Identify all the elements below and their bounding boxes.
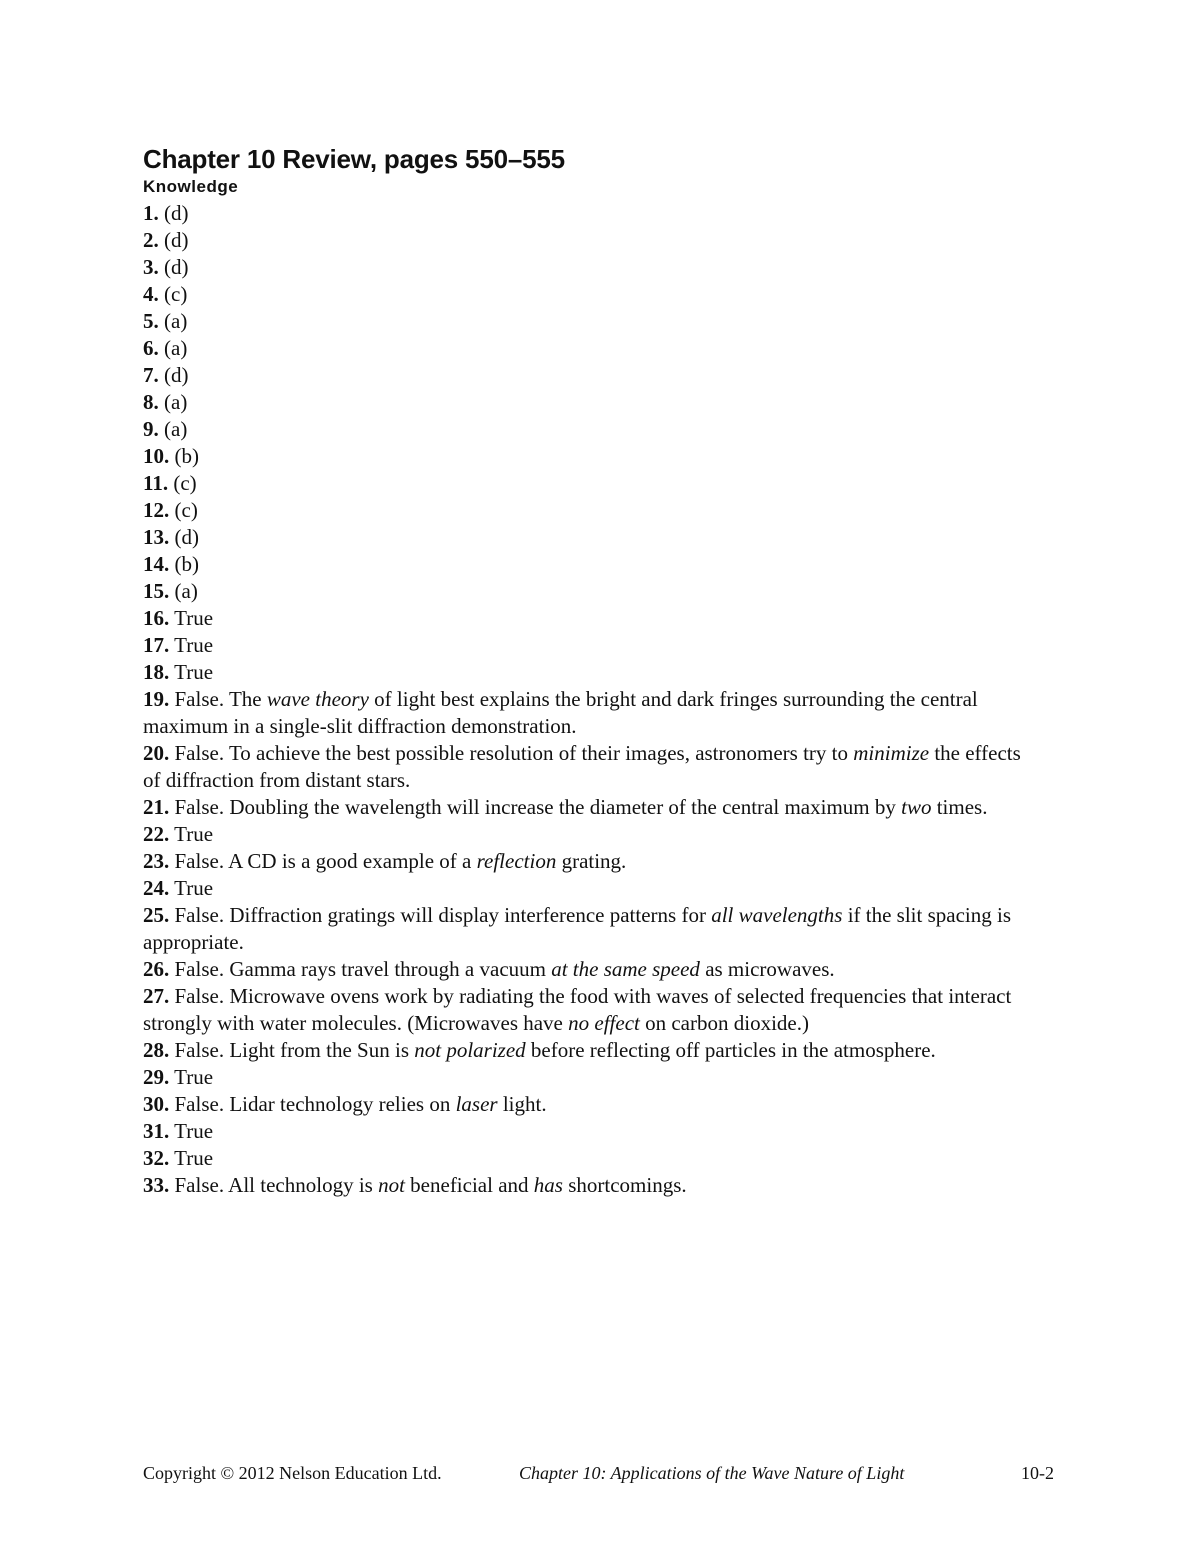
- answer-text: False. Light from the Sun is: [169, 1038, 415, 1062]
- footer-page-number: 10-2: [1021, 1463, 1054, 1483]
- answer-text: (d): [158, 255, 189, 279]
- answer-emphasis: not polarized: [414, 1038, 526, 1062]
- answer-text: False. Microwave ovens work by radiating the food with waves of selected frequencies that interact strongly with water molecules. (Microwaves have: [143, 984, 1012, 1035]
- answer-emphasis: all wavelengths: [711, 903, 843, 927]
- answer-item: [143, 605, 1023, 632]
- answer-text: (a): [158, 336, 188, 360]
- section-heading: Knowledge: [143, 177, 239, 196]
- answer-item: [143, 740, 1023, 794]
- answer-item: [143, 470, 1023, 497]
- answer-number: 2.: [143, 228, 159, 252]
- answer-item: [143, 1145, 1023, 1172]
- answer-number: 13.: [143, 525, 170, 549]
- answer-number: 7.: [143, 363, 159, 387]
- answer-text: False. A CD is a good example of a: [169, 849, 477, 873]
- answer-number: 23.: [143, 849, 170, 873]
- answer-number: 21.: [143, 795, 170, 819]
- answer-emphasis: has: [533, 1173, 563, 1197]
- answer-text: (d): [158, 228, 189, 252]
- answer-number: 18.: [143, 660, 170, 684]
- answer-text: False. To achieve the best possible resolution of their images, astronomers try to: [169, 741, 854, 765]
- answer-number: 12.: [143, 498, 170, 522]
- answer-emphasis: at the same speed: [551, 957, 700, 981]
- answer-number: 3.: [143, 255, 159, 279]
- answer-item: [143, 416, 1023, 443]
- answer-number: 14.: [143, 552, 170, 576]
- answer-text: before reflecting off particles in the atmosphere.: [525, 1038, 936, 1062]
- answer-number: 17.: [143, 633, 170, 657]
- footer-copyright: Copyright © 2012 Nelson Education Ltd.: [143, 1463, 442, 1483]
- answer-text: False. Lidar technology relies on: [169, 1092, 456, 1116]
- answer-text: False. Diffraction gratings will display interference patterns for: [169, 903, 712, 927]
- answer-number: 30.: [143, 1092, 170, 1116]
- answer-item: [143, 1172, 1023, 1199]
- answer-item: [143, 875, 1023, 902]
- answer-item: [143, 794, 1023, 821]
- answer-item: [143, 551, 1023, 578]
- answer-item: [143, 578, 1023, 605]
- answer-text: as microwaves.: [699, 957, 835, 981]
- answer-number: 25.: [143, 903, 170, 927]
- answer-text: of light best explains the bright and dark fringes surrounding the central maximum in a single-slit diffraction demonstration.: [143, 687, 978, 738]
- answer-item: [143, 902, 1023, 956]
- answer-number: 20.: [143, 741, 170, 765]
- answer-item: [143, 956, 1023, 983]
- answer-text: False. Doubling the wavelength will increase the diameter of the central maximum by: [169, 795, 902, 819]
- answer-number: 15.: [143, 579, 170, 603]
- answer-number: 19.: [143, 687, 170, 711]
- answer-text: True: [169, 1146, 214, 1170]
- answer-text: True: [169, 1119, 214, 1143]
- answer-number: 26.: [143, 957, 170, 981]
- answer-item: [143, 497, 1023, 524]
- answer-item: [143, 659, 1023, 686]
- answer-text: grating.: [556, 849, 627, 873]
- answer-item: [143, 1091, 1023, 1118]
- answer-item: [143, 281, 1023, 308]
- answer-item: [143, 308, 1023, 335]
- answer-number: 5.: [143, 309, 159, 333]
- answer-text: light.: [497, 1092, 547, 1116]
- answer-item: [143, 1118, 1023, 1145]
- answer-text: on carbon dioxide.): [639, 1011, 809, 1035]
- answer-text: beneficial and: [404, 1173, 534, 1197]
- answer-number: 27.: [143, 984, 170, 1008]
- answer-text: (a): [158, 390, 188, 414]
- answer-number: 24.: [143, 876, 170, 900]
- answer-number: 31.: [143, 1119, 170, 1143]
- answer-number: 1.: [143, 201, 159, 225]
- answer-text: (a): [158, 417, 188, 441]
- answer-item: [143, 200, 1023, 227]
- answer-text: True: [169, 660, 214, 684]
- answer-number: 10.: [143, 444, 170, 468]
- answer-text: (b): [169, 444, 199, 468]
- answer-item: [143, 632, 1023, 659]
- answer-emphasis: wave theory: [266, 687, 369, 711]
- answer-text: (c): [158, 282, 188, 306]
- answer-number: 11.: [143, 471, 169, 495]
- answer-text: (c): [168, 471, 197, 495]
- answer-emphasis: not: [378, 1173, 405, 1197]
- answer-item: [143, 1064, 1023, 1091]
- answer-emphasis: two: [901, 795, 932, 819]
- answer-number: 22.: [143, 822, 170, 846]
- answer-text: if the slit spacing is appropriate.: [143, 903, 1012, 954]
- answer-emphasis: reflection: [476, 849, 557, 873]
- answer-number: 28.: [143, 1038, 170, 1062]
- page-title: Chapter 10 Review, pages 550–555: [143, 144, 565, 174]
- answer-text: (a): [169, 579, 198, 603]
- answer-emphasis: minimize: [853, 741, 930, 765]
- answer-emphasis: no effect: [568, 1011, 640, 1035]
- answer-text: True: [169, 606, 214, 630]
- answer-number: 16.: [143, 606, 170, 630]
- answer-number: 9.: [143, 417, 159, 441]
- answer-number: 4.: [143, 282, 159, 306]
- answer-number: 32.: [143, 1146, 170, 1170]
- answer-item: [143, 848, 1023, 875]
- answer-item: [143, 362, 1023, 389]
- answer-emphasis: laser: [455, 1092, 498, 1116]
- answer-text: False. All technology is: [169, 1173, 379, 1197]
- answer-text: (a): [158, 309, 188, 333]
- answer-item: [143, 227, 1023, 254]
- answer-item: [143, 254, 1023, 281]
- answer-item: [143, 443, 1023, 470]
- answer-item: [143, 335, 1023, 362]
- answer-text: (b): [169, 552, 199, 576]
- answer-text: shortcomings.: [562, 1173, 687, 1197]
- answer-text: times.: [931, 795, 988, 819]
- answer-text: the effects of diffraction from distant stars.: [143, 741, 1021, 792]
- answer-item: [143, 524, 1023, 551]
- answer-list: [143, 200, 1023, 1199]
- answer-text: (d): [158, 363, 189, 387]
- answer-number: 6.: [143, 336, 159, 360]
- answer-text: (d): [169, 525, 199, 549]
- answer-text: (d): [158, 201, 189, 225]
- answer-text: False. The: [169, 687, 267, 711]
- answer-number: 29.: [143, 1065, 170, 1089]
- answer-number: 8.: [143, 390, 159, 414]
- answer-text: True: [169, 633, 214, 657]
- answer-text: True: [169, 822, 214, 846]
- answer-text: False. Gamma rays travel through a vacuum: [169, 957, 552, 981]
- footer-chapter-title: Chapter 10: Applications of the Wave Nature of Light: [519, 1463, 905, 1483]
- answer-item: [143, 686, 1023, 740]
- answer-item: [143, 1037, 1023, 1064]
- answer-number: 33.: [143, 1173, 170, 1197]
- answer-text: (c): [169, 498, 198, 522]
- answer-item: [143, 983, 1023, 1037]
- answer-text: True: [169, 876, 214, 900]
- answer-item: [143, 821, 1023, 848]
- answer-text: True: [169, 1065, 214, 1089]
- answer-item: [143, 389, 1023, 416]
- page-content: [143, 142, 1023, 1199]
